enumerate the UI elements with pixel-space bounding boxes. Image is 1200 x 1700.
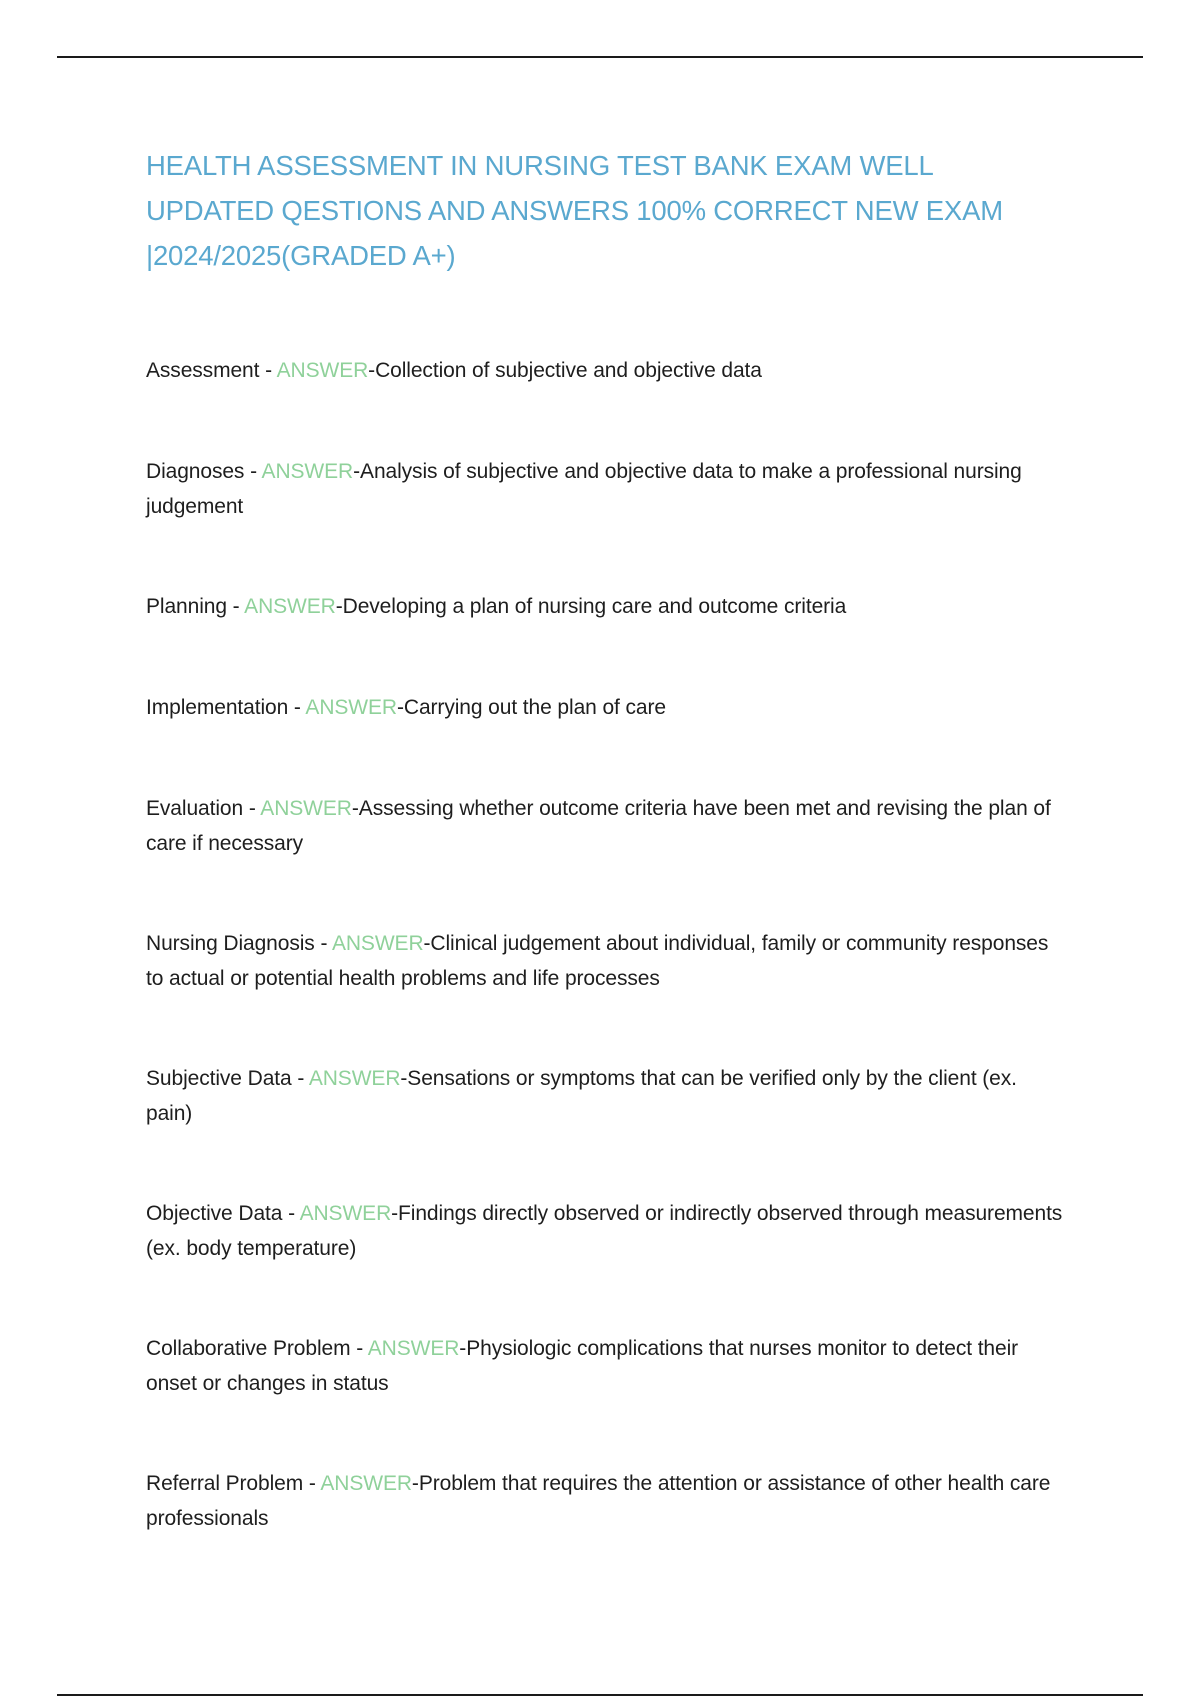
qa-item	[146, 454, 1066, 524]
qa-term: Objective Data	[146, 1202, 283, 1225]
qa-separator: -	[282, 1202, 300, 1225]
bottom-rule	[57, 1694, 1143, 1696]
answer-dash: -	[423, 932, 431, 955]
qa-term: Planning	[146, 595, 227, 618]
qa-separator: -	[303, 1472, 321, 1495]
qa-definition: Problem that requires the attention or assistance of other health care professionals	[146, 1472, 1051, 1530]
qa-item	[146, 1466, 1066, 1536]
answer-dash: -	[353, 460, 361, 483]
answer-label: ANSWER	[244, 595, 336, 618]
qa-item	[146, 353, 1066, 388]
qa-separator: -	[314, 932, 332, 955]
qa-term: Diagnoses	[146, 460, 245, 483]
qa-item	[146, 589, 1066, 624]
qa-definition: Assessing whether outcome criteria have been met and revising the plan of care if necessary	[146, 797, 1051, 855]
qa-separator: -	[226, 595, 245, 618]
qa-item	[146, 926, 1066, 996]
qa-term: Implementation	[146, 696, 289, 719]
answer-dash: -	[368, 359, 376, 382]
qa-term: Assessment	[146, 359, 260, 382]
answer-dash: -	[459, 1337, 467, 1360]
answer-dash: -	[400, 1067, 408, 1090]
qa-item	[146, 1331, 1066, 1401]
answer-dash: -	[335, 595, 343, 618]
answer-label: ANSWER	[261, 460, 354, 483]
qa-definition: Developing a plan of nursing care and outcome criteria	[342, 595, 847, 618]
qa-definition: Physiologic complications that nurses monitor to detect their onset or changes in status	[146, 1337, 1019, 1395]
title-line-2: UPDATED QESTIONS AND ANSWERS 100% CORRECT NEW EXAM	[146, 195, 1003, 226]
qa-item	[146, 1196, 1066, 1266]
qa-term: Nursing Diagnosis	[146, 932, 315, 955]
qa-item	[146, 1061, 1066, 1131]
answer-dash: -	[351, 797, 359, 820]
qa-term: Subjective Data	[146, 1067, 292, 1090]
answer-label: ANSWER	[299, 1202, 392, 1225]
qa-separator: -	[243, 797, 261, 820]
qa-definition: Analysis of subjective and objective data to make a professional nursing judgement	[146, 460, 1022, 518]
qa-definition: Collection of subjective and objective data	[375, 359, 762, 382]
top-rule	[57, 56, 1143, 58]
qa-separator: -	[291, 1067, 309, 1090]
document-title	[146, 143, 1066, 278]
qa-term: Collaborative Problem	[146, 1337, 351, 1360]
document-body	[146, 143, 1066, 1601]
answer-label: ANSWER	[320, 1472, 412, 1495]
answer-label: ANSWER	[367, 1337, 460, 1360]
title-line-3: |2024/2025(GRADED A+)	[146, 240, 456, 271]
qa-item	[146, 690, 1066, 725]
qa-term: Referral Problem	[146, 1472, 304, 1495]
qa-definition: Clinical judgement about individual, family or community responses to actual or potential health problems and life processes	[146, 932, 1049, 990]
qa-term: Evaluation	[146, 797, 244, 820]
qa-list	[146, 353, 1066, 1536]
answer-label: ANSWER	[260, 797, 352, 820]
title-line-1: HEALTH ASSESSMENT IN NURSING TEST BANK EXAM WELL	[146, 150, 934, 181]
qa-separator: -	[259, 359, 277, 382]
answer-label: ANSWER	[331, 932, 424, 955]
answer-dash: -	[396, 696, 404, 719]
answer-dash: -	[411, 1472, 419, 1495]
qa-definition: Sensations or symptoms that can be verified only by the client (ex. pain)	[146, 1067, 1017, 1125]
qa-separator: -	[350, 1337, 368, 1360]
qa-separator: -	[244, 460, 262, 483]
qa-definition: Findings directly observed or indirectly observed through measurements (ex. body temperature)	[146, 1202, 1063, 1260]
qa-definition: Carrying out the plan of care	[403, 696, 666, 719]
answer-label: ANSWER	[308, 1067, 401, 1090]
answer-label: ANSWER	[305, 696, 397, 719]
answer-dash: -	[391, 1202, 399, 1225]
qa-separator: -	[288, 696, 306, 719]
qa-item	[146, 791, 1066, 861]
answer-label: ANSWER	[276, 359, 369, 382]
